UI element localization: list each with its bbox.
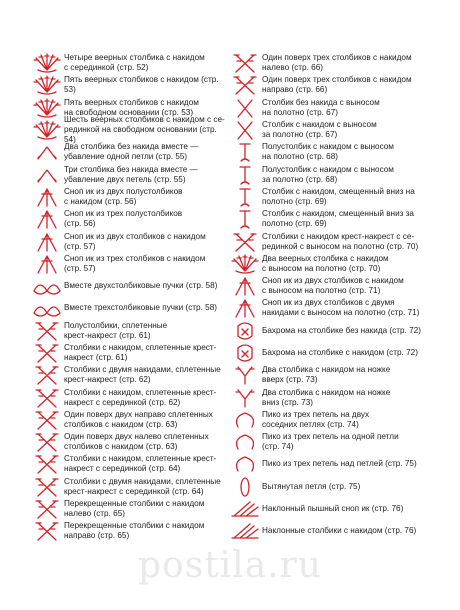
right-legend-row — [228, 275, 456, 297]
right-legend-row — [228, 97, 456, 119]
crossed-dc-middle-icon — [30, 387, 64, 409]
legend-text: Столбики с накидом крест-накрест с се- рединкой с выносом на полотно (стр. 70) — [262, 231, 419, 251]
watermark: postila.ru — [138, 545, 322, 586]
hdc-front-post-icon — [228, 141, 262, 163]
legend-text: Столбики с двумя накидами, сплетенные крест-накрест (стр. 62) — [64, 365, 221, 385]
legend-text: Полустолбики, сплетенные крест-накрест (стр. 61) — [64, 320, 168, 340]
right-legend-row — [228, 208, 456, 230]
crossed-post-icon — [228, 231, 262, 253]
cross-right-icon — [30, 409, 64, 431]
left-legend-row — [30, 320, 230, 342]
legend-text: Вместе трехстолбиковые пучки (стр. 58) — [64, 303, 217, 313]
right-legend-row — [228, 186, 456, 208]
legend-text: Три столбика без накида вместе — убавление двух петель (стр. 55) — [64, 164, 198, 184]
fan-2-post-icon — [228, 253, 262, 275]
crossed-dc-icon — [30, 342, 64, 364]
legend-text: Столбик без накида с выносом на полотно (стр. 67) — [262, 97, 380, 117]
picot-1-icon — [228, 431, 262, 453]
legend-text: Сноп ик из трех столбиков с накидом (стр. 57) — [64, 253, 206, 273]
legend-text: Полустолбик с накидом с выносом за полотно (стр. 68) — [262, 164, 394, 184]
legend-text: Столбики с накидом, сплетенные крест- накрест с серединкой (стр. 64) — [64, 454, 217, 474]
dc-offset-down-icon — [228, 186, 262, 208]
legend-text: Пико из трех петель на одной петли (стр. 74) — [262, 432, 399, 452]
cross-left-icon — [30, 431, 64, 453]
fan-5-shell-icon — [30, 74, 64, 96]
left-legend-row — [30, 230, 230, 252]
left-legend-row — [30, 186, 230, 208]
legend-text: Пять веерных столбиков с накидом (стр. 53) — [64, 75, 219, 95]
picot-over-icon — [228, 453, 262, 475]
right-legend-row — [228, 320, 456, 342]
right-legend-row — [228, 342, 456, 364]
right-legend-column — [228, 52, 456, 543]
right-legend-row — [228, 141, 456, 163]
cluster-3-dc-icon — [30, 253, 64, 275]
dec-2-sc-icon — [30, 141, 64, 163]
left-legend-row — [30, 453, 230, 475]
right-legend-row — [228, 386, 456, 408]
crossed-left-icon — [30, 498, 64, 520]
legend-text: Столбик с накидом, смещенный вниз на полотно (стр. 69) — [262, 186, 415, 206]
left-legend-row — [30, 253, 230, 275]
left-legend-row — [30, 476, 230, 498]
legend-text: Сноп ик из трех полустолбиков (стр. 56) — [64, 209, 183, 229]
legend-text: Два веерных столбика с накидом с выносом на полотно (стр. 70) — [262, 253, 389, 273]
left-legend-row — [30, 297, 230, 319]
left-legend-row — [30, 342, 230, 364]
legend-text: Два столбика с накидом на ножке вниз (стр. 73) — [262, 387, 391, 407]
legend-text: Сноп ик из двух столбиков с накидом с выносом на полотно (стр. 71) — [262, 276, 404, 296]
legend-text: Перекрещенные столбики с накидом налево (стр. 65) — [64, 499, 205, 519]
legend-text: Бахрома на столбике без накида (стр. 72) — [262, 325, 421, 335]
left-legend-row — [30, 208, 230, 230]
right-legend-row — [228, 119, 456, 141]
cluster-2-post-icon — [228, 275, 262, 297]
legend-text: Один поверх двух направо сплетенных столбиков с накидом (стр. 63) — [64, 409, 213, 429]
puff-3-icon — [30, 297, 64, 319]
right-legend-row — [228, 476, 456, 498]
right-legend-row — [228, 74, 456, 96]
legend-text: Один поверх трех столбиков с накидом направо (стр. 66) — [262, 75, 412, 95]
left-legend-row — [30, 386, 230, 408]
one-over-three-right-icon — [228, 74, 262, 96]
left-legend-row — [30, 74, 230, 96]
left-legend-row — [30, 275, 230, 297]
legend-text: Столбик с накидом, смещенный вниз за полотно (стр. 69) — [262, 209, 414, 229]
right-legend-row — [228, 253, 456, 275]
cluster-3-hdc-icon — [30, 208, 64, 230]
legend-text: Пико из трех петель на двух соседних петлях (стр. 74) — [262, 409, 370, 429]
legend-text: Один поверх двух налево сплетенных столбиков с накидом (стр. 63) — [64, 432, 209, 452]
legend-text: Столбики с накидом, сплетенные крест- накрест с серединкой (стр. 62) — [64, 387, 217, 407]
right-legend-row — [228, 498, 456, 520]
right-legend-row — [228, 453, 456, 475]
left-legend-row — [30, 115, 230, 145]
crossed-hdc-icon — [30, 320, 64, 342]
picot-2-icon — [228, 409, 262, 431]
fan-5-shell-icon — [30, 52, 64, 74]
dc-leg-up-icon — [228, 364, 262, 386]
legend-text: Столбики с двумя накидами, сплетенные крест-накрест с серединкой (стр. 64) — [64, 476, 221, 496]
cluster-2-tr-post-icon — [228, 297, 262, 319]
cluster-2-hdc-icon — [30, 186, 64, 208]
left-legend-row — [30, 163, 230, 185]
legend-text: Сноп ик из двух полустолбиков с накидом (стр. 56) — [64, 186, 183, 206]
crossed-right-icon — [30, 520, 64, 542]
right-legend-row — [228, 431, 456, 453]
right-legend-row — [228, 230, 456, 252]
crossed-dc-middle2-icon — [30, 453, 64, 475]
puff-2-icon — [30, 275, 64, 297]
crossed-tr-middle-icon — [30, 476, 64, 498]
legend-text: Один поверх трех столбиков с накидом налево (стр. 66) — [262, 53, 412, 73]
legend-text: Вместе двухстолбиковые пучки (стр. 58) — [64, 281, 218, 291]
fringe-dc-icon — [228, 342, 262, 364]
right-legend-row — [228, 163, 456, 185]
legend-text: Столбики с накидом, сплетенные крест- накрест (стр. 61) — [64, 343, 217, 362]
one-over-three-left-icon — [228, 52, 262, 74]
sc-spike-icon — [228, 97, 262, 119]
legend-text: Столбик с накидом с выносом за полотно (стр. 67) — [262, 120, 377, 140]
legend-text: Полустолбик с накидом с выносом на полотно (стр. 68) — [262, 142, 394, 162]
left-legend-row — [30, 498, 230, 520]
right-legend-row — [228, 364, 456, 386]
right-legend-row — [228, 52, 456, 74]
right-legend-row — [228, 409, 456, 431]
left-legend-row — [30, 409, 230, 431]
inclined-puff-icon — [228, 498, 262, 520]
left-legend-column — [30, 52, 230, 543]
inclined-dc-icon — [228, 520, 262, 542]
dc-leg-down-icon — [228, 387, 262, 409]
left-legend-row — [30, 431, 230, 453]
legend-text: Сноп ик из двух столбиков с двумя накидами с выносом на полотно (стр. 71) — [262, 298, 420, 318]
legend-text: Два столбика с накидом на ножке вверх (стр. 73) — [262, 365, 391, 385]
cluster-2-dc-icon — [30, 231, 64, 253]
fringe-sc-icon — [228, 320, 262, 342]
legend-text: Сноп ик из двух столбиков с накидом (стр. 57) — [64, 231, 206, 251]
left-legend-row — [30, 52, 230, 74]
dec-3-sc-icon — [30, 164, 64, 186]
elongated-loop-icon — [228, 476, 262, 498]
legend-text: Наклонные столбики с накидом (стр. 76) — [262, 526, 417, 536]
legend-text: Четыре веерных столбика с накидом с серединкой (стр. 52) — [64, 53, 205, 73]
right-legend-row — [228, 520, 456, 542]
legend-text: Пико из трех петель над петлей (стр. 75) — [262, 459, 417, 469]
legend-text: Шесть веерных столбиков с накидом с се- рединкой на свободном основании (стр. 54) — [64, 115, 225, 145]
legend-text: Пять веерных столбиков с накидом на свободном основании (стр. 53) — [64, 97, 199, 117]
crossed-tr-icon — [30, 364, 64, 386]
fan-5-open-icon — [30, 97, 64, 119]
fan-6-icon — [30, 119, 64, 141]
legend-text: Два столбика без накида вместе — убавление одной петли (стр. 55) — [64, 142, 199, 162]
left-legend-row — [30, 364, 230, 386]
dc-offset-down-back-icon — [228, 208, 262, 230]
legend-text: Перекрещенные столбики с накидом направо (стр. 65) — [64, 521, 205, 541]
left-legend-row — [30, 520, 230, 542]
legend-text: Бахрома на столбике с накидом (стр. 72) — [262, 348, 418, 357]
right-legend-row — [228, 297, 456, 319]
legend-text: Вытянутая петля (стр. 75) — [262, 481, 361, 491]
legend-text: Наклонный пышный сноп ик (стр. 76) — [262, 504, 404, 514]
dc-spike-icon — [228, 119, 262, 141]
hdc-back-post-icon — [228, 164, 262, 186]
